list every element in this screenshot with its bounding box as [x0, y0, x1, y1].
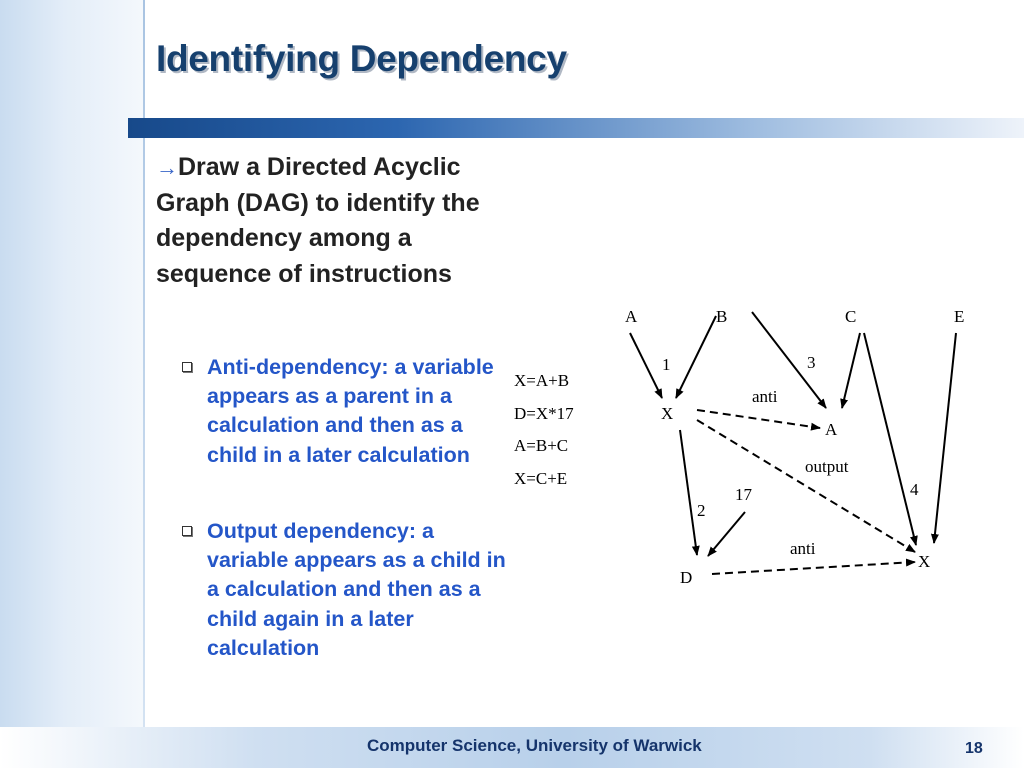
edge-label-4: 4: [910, 480, 919, 499]
page-number: 18: [965, 740, 983, 757]
node-a-mid: A: [825, 420, 838, 439]
edge-label-anti-lower: anti: [790, 539, 816, 558]
edge-anti-x-to-a: [697, 410, 820, 428]
edge-c-to-x: [864, 333, 916, 545]
main-bullet-text: Draw a Directed Acyclic Graph (DAG) to identify the dependency among a sequence of instructions: [156, 153, 480, 288]
slide-title: Identifying Dependency: [156, 38, 567, 79]
edge-c-to-a: [842, 333, 860, 408]
arrow-bullet-icon: →: [156, 155, 178, 180]
edge-17-to-d: [708, 512, 745, 556]
dependency-dag: [600, 295, 990, 595]
title-underline-bar: [128, 118, 1024, 138]
node-c-top: C: [845, 307, 857, 326]
node-b-top: B: [716, 307, 728, 326]
sub-bullet-output-dependency: [182, 517, 512, 663]
edge-label-anti-upper: anti: [752, 387, 778, 406]
edge-output-x-to-x: [697, 420, 915, 552]
edge-x-to-d: [680, 430, 697, 555]
square-bullet-icon: [182, 526, 192, 536]
instruction-line: D=X*17: [514, 403, 574, 423]
edge-label-output: output: [805, 457, 849, 476]
instruction-line: X=A+B: [514, 371, 570, 390]
node-a-top: A: [625, 307, 638, 326]
node-x-mid: X: [661, 404, 674, 423]
square-bullet-icon: [182, 362, 192, 372]
sub-bullet-text: Anti-dependency: a variable appears as a parent in a calculation and then as a child in a later calculation: [207, 355, 494, 467]
node-d-bottom: D: [680, 568, 693, 587]
edge-b-to-x: [676, 316, 716, 398]
instruction-list: [514, 368, 574, 498]
instruction-line: X=C+E: [514, 468, 568, 488]
sub-bullet-text: Output dependency: a variable appears as a child in a calculation and then as a child again in a later calculation: [207, 519, 506, 660]
sidebar-divider: [143, 0, 145, 768]
edge-label-1: 1: [662, 355, 671, 374]
edge-anti-d-to-x: [712, 562, 915, 574]
node-e-top: E: [954, 307, 965, 326]
edge-e-to-x: [934, 333, 956, 543]
edge-label-17: 17: [735, 485, 752, 504]
instruction-line: A=B+C: [514, 436, 569, 455]
node-x-bottom: X: [918, 552, 931, 571]
sub-bullet-anti-dependency: [182, 353, 512, 470]
edge-label-3: 3: [807, 353, 816, 372]
left-sidebar-decoration: [0, 0, 143, 768]
footer-text: Computer Science, University of Warwick: [367, 736, 702, 755]
edge-a-to-x: [630, 333, 662, 398]
edge-label-2: 2: [697, 501, 706, 520]
main-bullet: [156, 150, 526, 292]
